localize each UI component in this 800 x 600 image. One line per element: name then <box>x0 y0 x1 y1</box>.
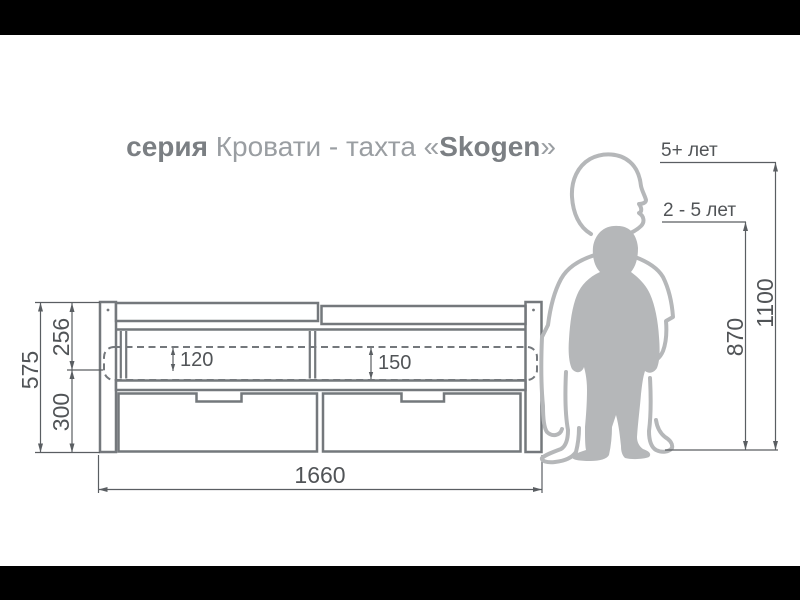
arrowhead <box>70 444 75 453</box>
title-category: Кровати - тахта « <box>207 130 440 162</box>
dim-label-inner-left: 120 <box>180 349 214 371</box>
bed-top-rail-left <box>116 303 318 321</box>
bed-mattress-dashed-outline <box>104 347 537 380</box>
arrowhead <box>70 370 75 379</box>
bed-drawer-left <box>119 394 318 452</box>
arrowhead <box>533 487 542 492</box>
dim-label-upper-section: 256 <box>48 317 74 357</box>
arrowhead <box>70 303 75 312</box>
older-child-right-leg <box>649 378 672 452</box>
bed-drawer-right <box>323 394 521 452</box>
arrowhead <box>773 441 778 450</box>
older-child-left-leg <box>542 372 579 462</box>
dim-label-inner-right: 150 <box>378 352 412 374</box>
older-child-head <box>572 154 646 236</box>
height-dimension-group <box>660 140 778 450</box>
arrowhead <box>38 303 43 312</box>
children-silhouettes <box>541 154 673 462</box>
arrowhead <box>773 163 778 172</box>
title-model-name: Skogen <box>439 130 541 162</box>
arrowhead <box>99 487 108 492</box>
bed-right-post-pin <box>532 309 535 312</box>
bed-left-post-pin <box>107 309 110 312</box>
arrowhead <box>743 441 748 450</box>
bed-base-rail <box>116 381 526 391</box>
arrowhead <box>171 364 175 371</box>
left-dimension-group <box>17 303 103 453</box>
arrowhead <box>743 222 748 231</box>
dim-label-older-height: 1100 <box>752 278 778 328</box>
arrowhead <box>171 348 175 355</box>
arrowhead <box>369 348 373 355</box>
inner-dimension-group <box>171 348 412 379</box>
dim-label-total-height: 575 <box>17 350 43 390</box>
title-series-label: серия <box>126 130 208 162</box>
dim-label-length: 1660 <box>294 462 346 488</box>
title-closing-quote: » <box>540 130 556 162</box>
bed-drawing <box>100 302 542 452</box>
younger-age-label: 2 - 5 лет <box>663 200 737 221</box>
older-age-label: 5+ лет <box>661 140 718 161</box>
dim-label-drawer-section: 300 <box>48 392 74 432</box>
arrowhead <box>70 361 75 370</box>
arrowhead <box>369 372 373 379</box>
arrowhead <box>38 444 43 453</box>
bed-top-rail-right <box>322 306 526 324</box>
length-dimension-group <box>99 455 543 493</box>
dim-label-younger-height: 870 <box>722 317 748 357</box>
